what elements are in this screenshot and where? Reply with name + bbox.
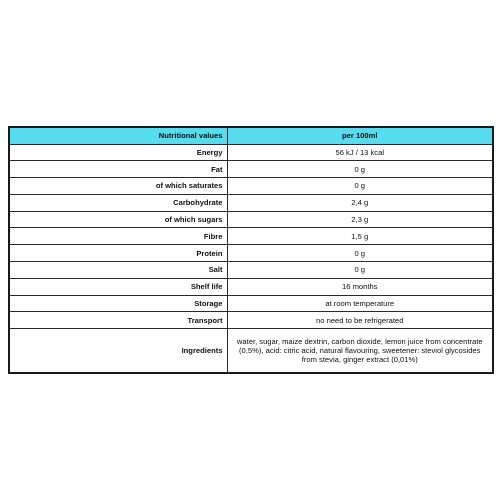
row-label: Energy: [9, 144, 227, 161]
row-value: 1,5 g: [227, 228, 493, 245]
row-label: Ingredients: [9, 329, 227, 374]
header-value: per 100ml: [227, 127, 493, 144]
row-label: Carbohydrate: [9, 194, 227, 211]
row-label: of which saturates: [9, 178, 227, 195]
table-row-carbohydrate: [9, 194, 493, 211]
row-value: 56 kJ / 13 kcal: [227, 144, 493, 161]
row-label: Fat: [9, 161, 227, 178]
row-label: Transport: [9, 312, 227, 329]
table-row-fibre: [9, 228, 493, 245]
row-label: of which sugars: [9, 211, 227, 228]
row-value: 2,4 g: [227, 194, 493, 211]
row-label: Fibre: [9, 228, 227, 245]
table-header-row: [9, 127, 493, 144]
header-label: Nutritional values: [9, 127, 227, 144]
row-value: 0 g: [227, 161, 493, 178]
table-row-salt: [9, 262, 493, 279]
row-value: 0 g: [227, 178, 493, 195]
table-row-ingredients: [9, 329, 493, 374]
table-row-storage: [9, 295, 493, 312]
row-value: 2,3 g: [227, 211, 493, 228]
row-label: Shelf life: [9, 278, 227, 295]
table-row-protein: [9, 245, 493, 262]
table-row-shelf-life: [9, 278, 493, 295]
table-row-fat: [9, 161, 493, 178]
row-value: 0 g: [227, 262, 493, 279]
row-value: at room temperature: [227, 295, 493, 312]
row-value: 0 g: [227, 245, 493, 262]
row-value: 16 months: [227, 278, 493, 295]
row-label: Storage: [9, 295, 227, 312]
table-row-energy: [9, 144, 493, 161]
nutrition-table: [8, 126, 494, 374]
table-row-transport: [9, 312, 493, 329]
table-row-sugars: [9, 211, 493, 228]
row-label: Salt: [9, 262, 227, 279]
row-value: no need to be refrigerated: [227, 312, 493, 329]
row-label: Protein: [9, 245, 227, 262]
ingredients-text: water, sugar, maize dextrin, carbon dioxide, lemon juice from concentrate (0,5%), acid: citric acid, natural flavouring, sweetener: steviol glycosides from stevia, ginger extract (0,01%): [227, 329, 493, 374]
table-row-saturates: [9, 178, 493, 195]
